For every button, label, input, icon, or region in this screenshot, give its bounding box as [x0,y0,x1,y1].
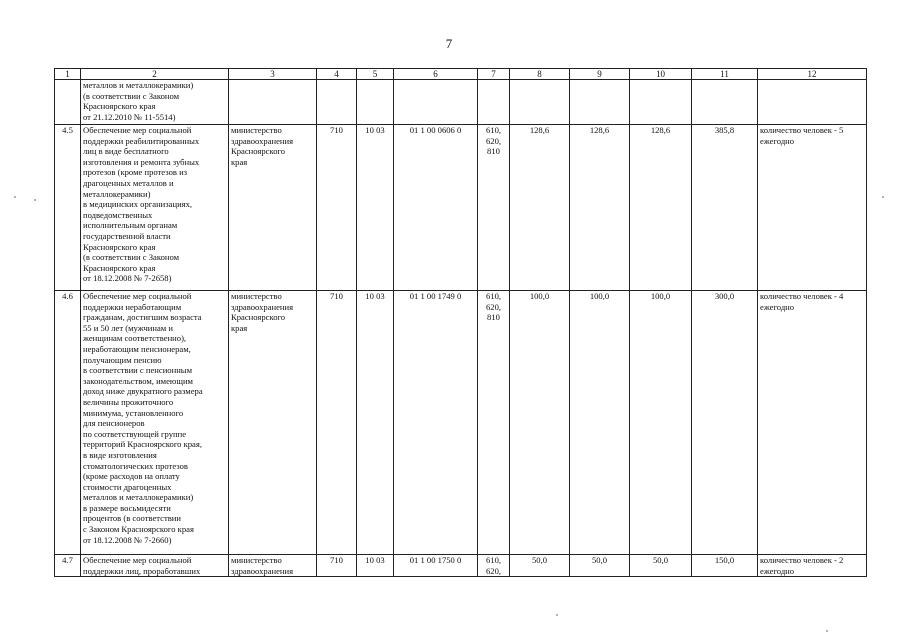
header-cell: 8 [510,69,570,80]
row-target-code: 01 1 00 1750 0 [394,555,478,577]
scan-speck [556,614,558,616]
row-year3-amount: 128,6 [630,125,692,291]
row-description: Обеспечение мер социальной поддержки лиц, проработавших [81,555,229,577]
table-cell [630,80,692,125]
row-section-code: 10 03 [357,291,394,555]
scan-speck [14,196,16,198]
header-cell: 5 [357,69,394,80]
table-cell [758,80,867,125]
table-row [55,555,867,577]
header-cell: 11 [692,69,758,80]
row-expense-type: 610, 620, 810 [478,125,510,291]
header-cell: 3 [229,69,317,80]
row-expected-result: количество человек - 5 ежегодно [758,125,867,291]
table-cell [510,80,570,125]
header-cell: 6 [394,69,478,80]
header-cell: 4 [317,69,357,80]
table-cell [394,80,478,125]
row-year2-amount: 50,0 [570,555,630,577]
row-target-code: 01 1 00 1749 0 [394,291,478,555]
row-year1-amount: 128,6 [510,125,570,291]
row-section-code: 10 03 [357,125,394,291]
table-row [55,291,867,555]
header-cell: 7 [478,69,510,80]
continuation-description: металлов и металлокерамики) (в соответствии с Законом Красноярского края от 21.12.2010 № 11-5514) [81,80,229,125]
row-number: 4.7 [55,555,81,577]
table-cell [229,80,317,125]
row-organization: министерство здравоохранения [229,555,317,577]
header-cell: 2 [81,69,229,80]
row-total-amount: 300,0 [692,291,758,555]
row-description: Обеспечение мер социальной поддержки неработающим гражданам, достигшим возраста 55 и 50 лет (мужчинам и женщинам соответственно), неработающим пенсионерам, получающим пенсию в соответствии с пенсионным законодательством, имеющим доход ниже двукратного размера величины прожиточного минимума, установленного для пенсионеров по соответствующей группе территорий Красноярского края, в виде изготовления стоматологических протезов (кроме расходов на оплату стоимости драгоценных металлов и металлокерамики) в размере восьмидесяти процентов (в соответствии с Законом Красноярского края от 18.12.2008 № 7-2660) [81,291,229,555]
row-expense-type: 610, 620, [478,555,510,577]
table-cell [692,80,758,125]
scan-speck [826,630,828,632]
header-cell: 12 [758,69,867,80]
row-year1-amount: 100,0 [510,291,570,555]
row-total-amount: 385,8 [692,125,758,291]
table-cell [55,80,81,125]
row-total-amount: 150,0 [692,555,758,577]
row-expense-type: 610, 620, 810 [478,291,510,555]
row-year3-amount: 100,0 [630,291,692,555]
header-cell: 10 [630,69,692,80]
row-number: 4.5 [55,125,81,291]
row-gr-code: 710 [317,291,357,555]
row-gr-code: 710 [317,555,357,577]
row-expected-result: количество человек - 4 ежегодно [758,291,867,555]
table-cell [317,80,357,125]
scan-speck [34,199,36,201]
row-year3-amount: 50,0 [630,555,692,577]
row-section-code: 10 03 [357,555,394,577]
table-row [55,125,867,291]
table-cell [570,80,630,125]
table-cell [357,80,394,125]
row-organization: министерство здравоохранения Красноярского края [229,125,317,291]
row-number: 4.6 [55,291,81,555]
row-year2-amount: 128,6 [570,125,630,291]
row-target-code: 01 1 00 0606 0 [394,125,478,291]
header-row [55,69,867,80]
row-gr-code: 710 [317,125,357,291]
continuation-row [55,80,867,125]
table-cell [478,80,510,125]
budget-table [54,68,867,577]
row-year2-amount: 100,0 [570,291,630,555]
header-cell: 1 [55,69,81,80]
page-number: 7 [445,36,453,51]
row-year1-amount: 50,0 [510,555,570,577]
row-organization: министерство здравоохранения Красноярского края [229,291,317,555]
header-cell: 9 [570,69,630,80]
scan-speck [882,196,884,198]
row-expected-result: количество человек - 2 ежегодно [758,555,867,577]
row-description: Обеспечение мер социальной поддержки реабилитированных лиц в виде бесплатного изготовления и ремонта зубных протезов (кроме протезов из драгоценных металлов и металлокерамики) в медицинских организациях, подведомственных исполнительным органам государственной власти Красноярского края (в соответствии с Законом Красноярского края от 18.12.2008 № 7-2658) [81,125,229,291]
